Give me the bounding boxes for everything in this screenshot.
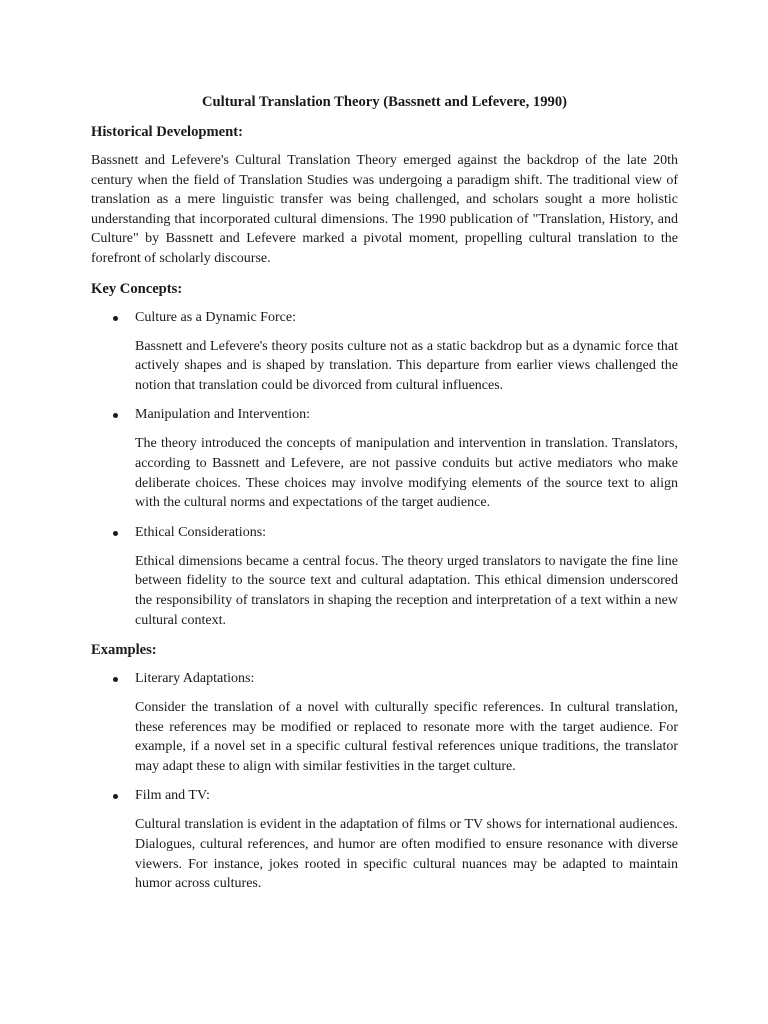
bullet-icon bbox=[113, 677, 118, 682]
section-heading-key-concepts: Key Concepts: bbox=[91, 280, 183, 297]
list-item-label: Culture as a Dynamic Force: bbox=[135, 309, 296, 325]
bullet-icon bbox=[113, 316, 118, 321]
document-title: Cultural Translation Theory (Bassnett and Lefevere, 1990) bbox=[202, 94, 567, 110]
list-item-label: Manipulation and Intervention: bbox=[135, 407, 310, 423]
list-item bbox=[91, 669, 678, 776]
list-item-body: The theory introduced the concepts of manipulation and intervention in translation. Translators, according to Bassnett and Lefevere, are not passive conduits but active mediators who make deliberate choices. These choices may involve modifying elements of the source text to align with the cultural norms and expectations of the target audience. bbox=[135, 436, 678, 511]
list-item bbox=[91, 523, 678, 630]
list-item-body: Ethical dimensions became a central focus. The theory urged translators to navigate the fine line between fidelity to the source text and cultural adaptation. This ethical dimension underscored the responsibility of translators in shaping the reception and interpretation of a text within a new cultural context. bbox=[135, 553, 678, 628]
list-item bbox=[91, 405, 678, 512]
bullet-icon bbox=[113, 531, 118, 536]
list-item-label: Film and TV: bbox=[135, 788, 210, 804]
list-item bbox=[91, 786, 678, 893]
list-item-body: Consider the translation of a novel with culturally specific references. In cultural translation, these references may be modified or replaced to resonate more with the target audience. For example, if a novel set in a specific cultural festival references unique traditions, the translator may adapt these to align with similar festivities in the target culture. bbox=[135, 700, 678, 774]
list-item-label: Ethical Considerations: bbox=[135, 524, 267, 540]
section-heading-historical: Historical Development: bbox=[91, 124, 243, 140]
bullet-icon bbox=[113, 794, 118, 799]
list-item-body: Bassnett and Lefevere's theory posits culture not as a static backdrop but as a dynamic force that actively shapes and is shaped by translation. This departure from earlier views challenged the notion that translation could be divorced from cultural influences. bbox=[135, 338, 678, 393]
list-item-label: Literary Adaptations: bbox=[135, 671, 255, 687]
bullet-icon bbox=[113, 413, 118, 418]
list-item-body: Cultural translation is evident in the adaptation of films or TV shows for international audiences. Dialogues, cultural references, and humor are often modified to ensure resonance with diverse viewers. For instance, jokes rooted in specific cultural nuances may be adapted to maintain humor across cultures. bbox=[135, 817, 678, 892]
list-item bbox=[91, 308, 678, 396]
historical-paragraph: Bassnett and Lefevere's Cultural Translation Theory emerged against the backdrop of the late 20th century when the field of Translation Studies was undergoing a paradigm shift. The traditional view of translation as a mere linguistic transfer was being challenged, and scholars sought a more holistic understanding that incorporated cultural dimensions. The 1990 publication of "Translation, History, and Culture" by Bassnett and Lefevere marked a pivotal moment, propelling cultural translation to the forefront of scholarly discourse. bbox=[91, 153, 678, 266]
section-heading-examples: Examples: bbox=[91, 642, 157, 659]
